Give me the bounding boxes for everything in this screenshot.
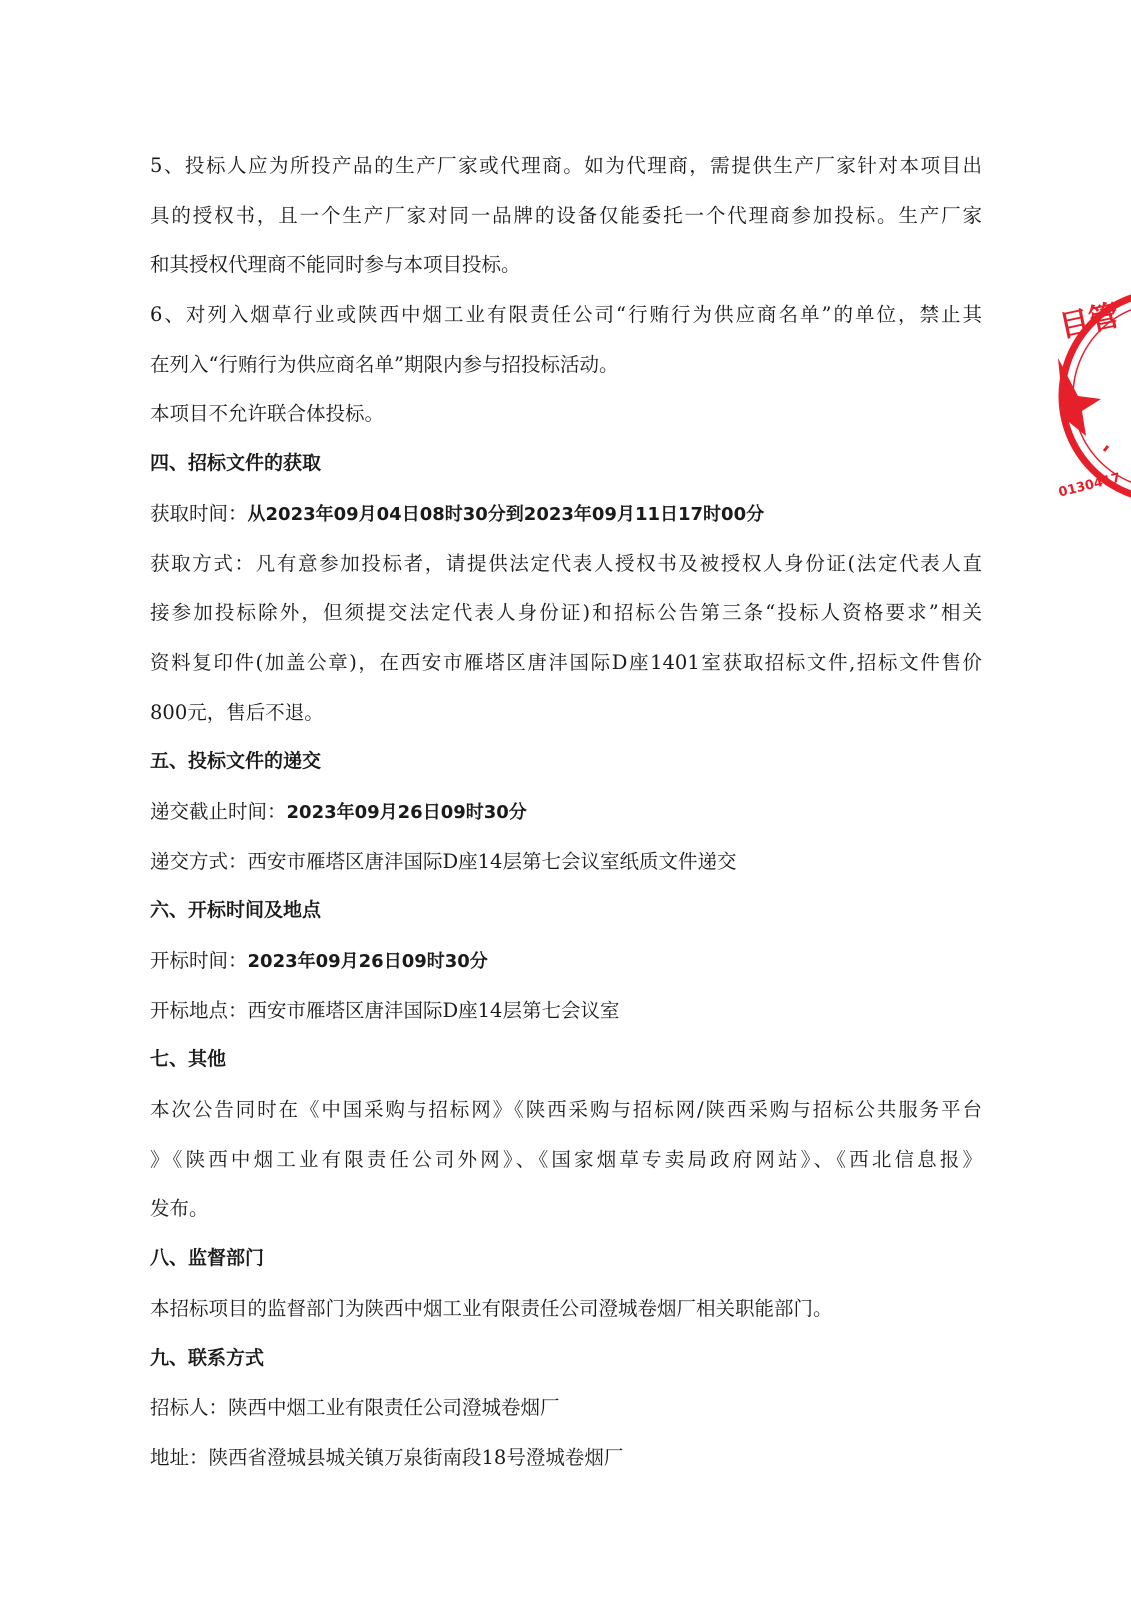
paragraph-5-line-1: 5、投标人应为所投产品的生产厂家或代理商。如为代理商，需提供生产厂家针对本项目出 xyxy=(150,154,982,177)
opening-time xyxy=(150,936,982,986)
address: 地址：陕西省澄城县城关镇万泉街南段18号澄城卷烟厂 xyxy=(150,1445,624,1469)
section-7-heading: 七、其他 xyxy=(150,1048,227,1071)
section-8-heading: 八、监督部门 xyxy=(150,1247,265,1270)
seal-star-icon xyxy=(1058,358,1101,436)
submission-deadline xyxy=(150,787,982,837)
section-6-heading: 六、开标时间及地点 xyxy=(150,899,322,922)
opening-time-label: 开标时间： xyxy=(150,949,248,972)
tenderer: 招标人：陕西中烟工业有限责任公司澄城卷烟厂 xyxy=(150,1396,560,1420)
seal-outer-ring xyxy=(1062,292,1131,500)
acquisition-method-line-2: 接参加投标除外，但须提交法定代表人身份证)和招标公告第三条“投标人资格要求”相关 xyxy=(150,601,982,625)
publication-line-2: 》《陕西中烟工业有限责任公司外网》、《国家烟草专卖局政府网站》、《西北信息报》 xyxy=(150,1147,982,1171)
paragraph-5-line-3: 和其授权代理商不能同时参与本项目投标。 xyxy=(150,253,521,277)
paragraph-6-line-2: 在列入“行贿行为供应商名单”期限内参与招投标活动。 xyxy=(150,352,619,376)
seal-top-text: 目管 xyxy=(1056,298,1123,345)
publication-line-3: 发布。 xyxy=(150,1197,209,1221)
acquisition-time-value: 从2023年09月04日08时30分到2023年09月11日17时00分 xyxy=(247,503,765,525)
acquisition-method-line-1: 获取方式：凡有意参加投标者，请提供法定代表人授权书及被授权人身份证(法定代表人直 xyxy=(150,551,982,575)
paragraph-5-line-2: 具的授权书，且一个生产厂家对同一品牌的设备仅能委托一个代理商参加投标。生产厂家 xyxy=(150,203,982,227)
submission-deadline-label: 递交截止时间： xyxy=(150,799,287,823)
submission-deadline-value: 2023年09月26日09时30分 xyxy=(286,801,527,823)
section-4-heading: 四、招标文件的获取 xyxy=(150,452,322,475)
paragraph-6-line-1: 6、对列入烟草行业或陕西中烟工业有限责任公司“行贿行为供应商名单”的单位，禁止其 xyxy=(150,303,982,327)
submission-method: 递交方式：西安市雁塔区唐沣国际D座14层第七会议室纸质文件递交 xyxy=(150,849,737,873)
seal-inner-ring xyxy=(1073,303,1131,489)
acquisition-method-line-4: 800元，售后不退。 xyxy=(150,700,324,724)
acquisition-method-line-3: 资料复印件(加盖公章)，在西安市雁塔区唐沣国际D座1401室获取招标文件,招标文件售价 xyxy=(150,650,982,674)
seal-mark xyxy=(1104,446,1108,451)
acquisition-time xyxy=(150,489,982,539)
document-body xyxy=(150,141,982,1483)
seal-number: 0130417 xyxy=(1057,470,1123,501)
section-5-heading: 五、投标文件的递交 xyxy=(150,750,322,773)
section-9-heading: 九、联系方式 xyxy=(150,1346,265,1369)
acquisition-time-label: 获取时间： xyxy=(150,501,248,525)
publication-line-1: 本次公告同时在《中国采购与招标网》《陕西采购与招标网/陕西采购与招标公共服务平台 xyxy=(150,1098,982,1122)
supervision-text: 本招标项目的监督部门为陕西中烟工业有限责任公司澄城卷烟厂相关职能部门。 xyxy=(150,1296,833,1320)
official-seal xyxy=(1056,286,1131,526)
opening-time-value: 2023年09月26日09时30分 xyxy=(247,951,488,972)
opening-place: 开标地点：西安市雁塔区唐沣国际D座14层第七会议室 xyxy=(150,998,620,1022)
no-consortium-note: 本项目不允许联合体投标。 xyxy=(150,402,385,426)
